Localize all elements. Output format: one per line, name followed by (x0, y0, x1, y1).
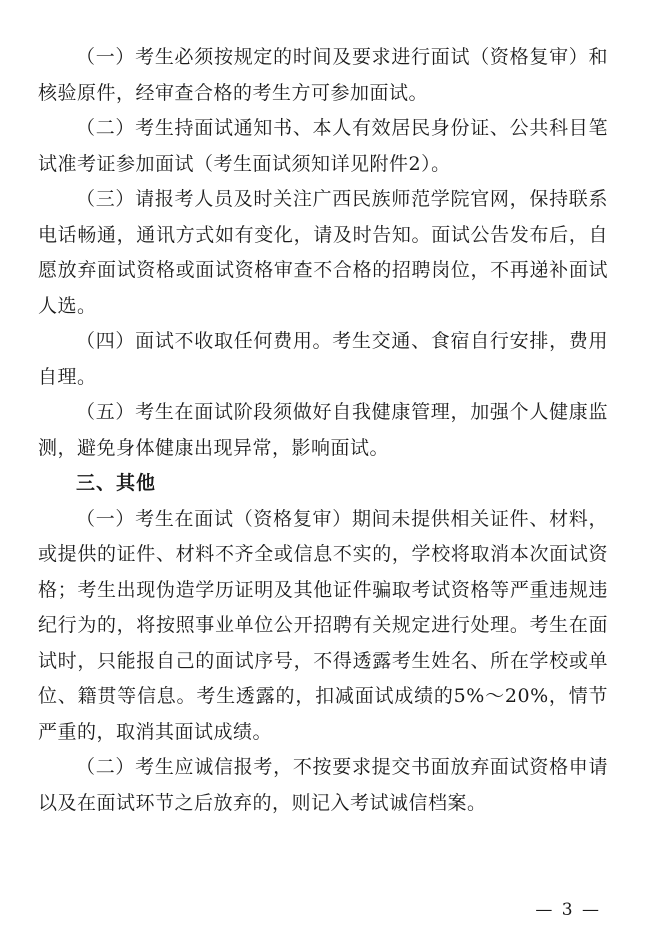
other-paragraph-2: （二）考生应诚信报考，不按要求提交书面放弃面试资格申请以及在面试环节之后放弃的，则记入考试诚信档案。 (38, 756, 608, 814)
other-paragraph-1: （一）考生在面试（资格复审）期间未提供相关证件、材料，或提供的证件、材料不齐全或信息不实的，学校将取消本次面试资格；考生出现伪造学历证明及其他证件骗取考试资格等严重违规违纪行为的，将按照事业单位公开招聘有关规定进行处理。考生在面试时，只能报自己的面试序号，不得透露考生姓名、所在学校或单位、籍贯等信息。考生透露的，扣减面试成绩的5%～20%，情节严重的，取消其面试成绩。 (38, 507, 608, 743)
paragraph-5: （五）考生在面试阶段须做好自我健康管理，加强个人健康监测，避免身体健康出现异常，影响面试。 (38, 401, 608, 459)
page-number: — 3 — (535, 900, 601, 920)
section-heading: 三、其他 (76, 472, 157, 494)
paragraph-2: （二）考生持面试通知书、本人有效居民身份证、公共科目笔试准考证参加面试（考生面试须知详见附件2）。 (38, 117, 608, 175)
document-body (38, 40, 608, 821)
paragraph-4: （四）面试不收取任何费用。考生交通、食宿自行安排，费用自理。 (38, 330, 608, 388)
paragraph-3: （三）请报考人员及时关注广西民族师范学院官网，保持联系电话畅通，通讯方式如有变化，请及时告知。面试公告发布后，自愿放弃面试资格或面试资格审查不合格的招聘岗位，不再递补面试人选。 (38, 188, 608, 317)
paragraph-1: （一）考生必须按规定的时间及要求进行面试（资格复审）和核验原件，经审查合格的考生方可参加面试。 (38, 46, 608, 104)
